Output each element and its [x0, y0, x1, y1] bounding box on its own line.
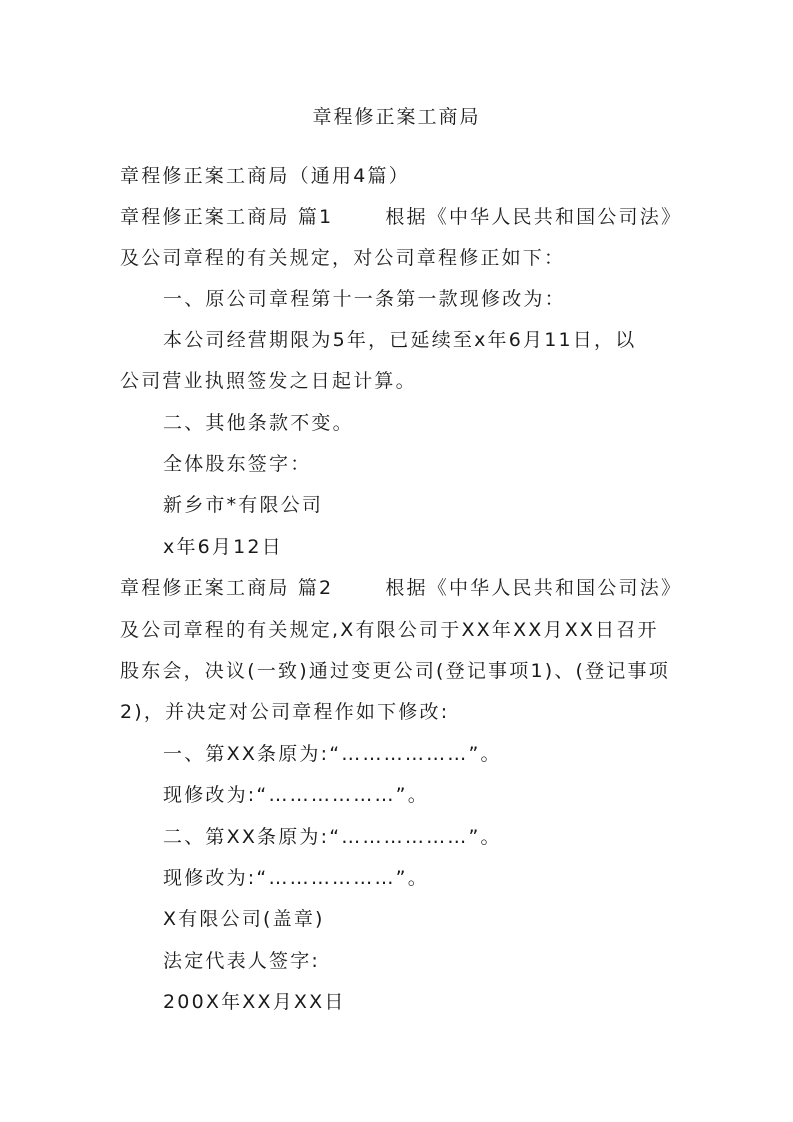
article2-item1-orig: 一、第XX条原为:“………………”。 — [163, 743, 502, 765]
article2-intro-line2: 及公司章程的有关规定,X有限公司于XX年XX月XX日召开 — [120, 619, 659, 641]
article2-date: 200X年XX月XX日 — [163, 991, 346, 1013]
document-subtitle: 章程修正案工商局（通用4篇） — [120, 165, 410, 187]
article1-item2: 二、其他条款不变。 — [163, 412, 354, 434]
article2-intro-first: 根据《中华人民共和国公司法》 — [385, 577, 683, 599]
article1-date: x年6月12日 — [163, 536, 283, 558]
article1-item1-text-b: 公司营业执照签发之日起计算。 — [120, 370, 417, 392]
article2-intro-line4: 2)，并决定对公司章程作如下修改: — [120, 701, 450, 723]
article2-intro-line3: 股东会，决议(一致)通过变更公司(登记事项1)、(登记事项 — [120, 660, 670, 682]
page-title: 章程修正案工商局 — [312, 106, 481, 128]
article2-company-seal: X有限公司(盖章) — [163, 908, 325, 930]
article1-intro-rest: 及公司章程的有关规定，对公司章程修正如下： — [120, 247, 566, 269]
article2-item2-new: 现修改为:“………………”。 — [163, 867, 429, 889]
article1-company: 新乡市*有限公司 — [163, 494, 324, 516]
article1-heading-line — [120, 197, 683, 239]
article1-item1-text-a: 本公司经营期限为5年，已延续至x年6月11日，以 — [163, 329, 637, 351]
article1-intro-first: 根据《中华人民共和国公司法》 — [385, 206, 683, 228]
article1-heading: 章程修正案工商局 篇1 — [120, 206, 334, 228]
article1-item1: 一、原公司章程第十一条第一款现修改为： — [163, 288, 566, 310]
article2-heading: 章程修正案工商局 篇2 — [120, 577, 334, 599]
article2-rep-signature: 法定代表人签字: — [163, 950, 321, 972]
article1-signature-label: 全体股东签字： — [163, 453, 312, 475]
article2-item1-new: 现修改为:“………………”。 — [163, 784, 429, 806]
article2-item2-orig: 二、第XX条原为:“………………”。 — [163, 826, 502, 848]
article2-heading-line — [120, 568, 683, 610]
